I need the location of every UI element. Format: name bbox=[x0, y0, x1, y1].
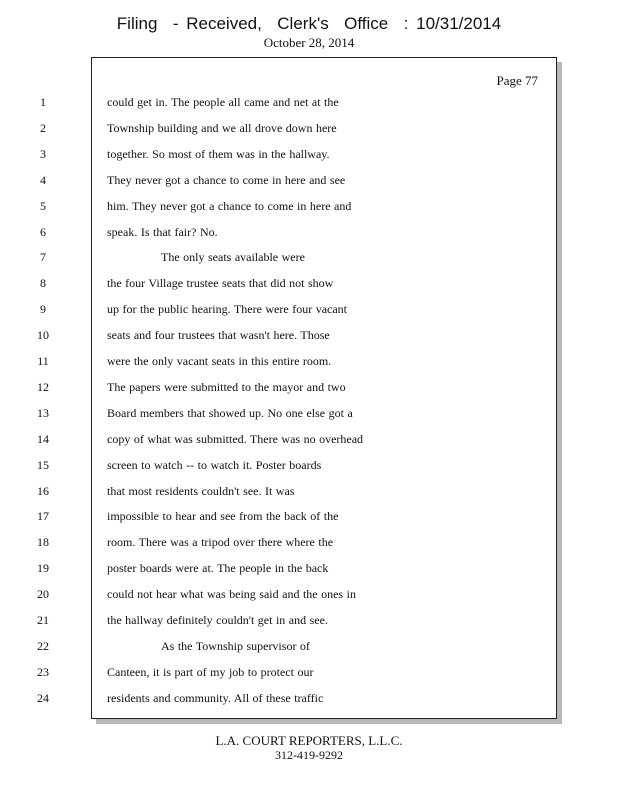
reporter-company: L.A. COURT REPORTERS, L.L.C. bbox=[215, 733, 403, 748]
transcript-line: poster boards were at. The people in the back bbox=[107, 561, 329, 575]
transcript-line: up for the public hearing. There were four vacant bbox=[107, 302, 348, 316]
line-number: 24 bbox=[37, 691, 49, 705]
transcript-line: seats and four trustees that wasn't here. Those bbox=[107, 328, 330, 342]
line-number: 17 bbox=[37, 509, 49, 523]
line-number: 23 bbox=[37, 665, 49, 679]
transcript-line: They never got a chance to come in here and see bbox=[107, 173, 346, 187]
line-number: 13 bbox=[37, 406, 49, 420]
transcript-line: could not hear what was being said and the ones in bbox=[107, 587, 356, 601]
reporter-phone: 312-419-9292 bbox=[275, 748, 343, 762]
transcript-line: the four Village trustee seats that did not show bbox=[107, 276, 334, 290]
transcript-line: As the Township supervisor of bbox=[161, 639, 310, 653]
line-number: 2 bbox=[40, 121, 46, 135]
transcript-line: that most residents couldn't see. It was bbox=[107, 484, 295, 498]
line-number: 5 bbox=[40, 199, 46, 213]
filing-stamp: Filing - Received, Clerk's Office : 10/31/2014 bbox=[116, 14, 502, 33]
line-number: 4 bbox=[40, 173, 46, 187]
transcript-line: the hallway definitely couldn't get in and see. bbox=[107, 613, 328, 627]
transcript-line: The papers were submitted to the mayor and two bbox=[107, 380, 346, 394]
line-number: 19 bbox=[37, 561, 49, 575]
line-number: 1 bbox=[40, 95, 46, 109]
transcript-line: together. So most of them was in the hallway. bbox=[107, 147, 330, 161]
transcript-line: could get in. The people all came and net at the bbox=[107, 95, 339, 109]
transcript-line: room. There was a tripod over there where the bbox=[107, 535, 334, 549]
line-number: 6 bbox=[40, 225, 46, 239]
transcript-line: Board members that showed up. No one else got a bbox=[107, 406, 353, 420]
line-number: 21 bbox=[37, 613, 49, 627]
line-number: 14 bbox=[37, 432, 49, 446]
transcript-line: him. They never got a chance to come in here and bbox=[107, 199, 352, 213]
hearing-date: October 28, 2014 bbox=[263, 35, 355, 50]
line-number: 15 bbox=[37, 458, 49, 472]
transcript-line: speak. Is that fair? No. bbox=[107, 225, 218, 239]
line-number: 3 bbox=[40, 147, 46, 161]
line-number: 11 bbox=[37, 354, 49, 368]
transcript-line: The only seats available were bbox=[161, 250, 305, 264]
line-number: 22 bbox=[37, 639, 49, 653]
line-number: 18 bbox=[37, 535, 49, 549]
page-number: Page 77 bbox=[496, 73, 538, 88]
transcript-line: residents and community. All of these traffic bbox=[107, 691, 324, 705]
footer bbox=[0, 733, 618, 763]
line-number: 9 bbox=[40, 302, 46, 316]
line-number: 10 bbox=[37, 328, 49, 342]
line-number: 20 bbox=[37, 587, 49, 601]
transcript-line: screen to watch -- to watch it. Poster boards bbox=[107, 458, 322, 472]
transcript-line: impossible to hear and see from the back of the bbox=[107, 509, 339, 523]
line-number: 16 bbox=[37, 484, 49, 498]
transcript-line: were the only vacant seats in this entire room. bbox=[107, 354, 332, 368]
line-number: 7 bbox=[40, 250, 46, 264]
line-number: 8 bbox=[40, 276, 46, 290]
line-number: 12 bbox=[37, 380, 49, 394]
transcript-line: Township building and we all drove down here bbox=[107, 121, 337, 135]
transcript-line: Canteen, it is part of my job to protect our bbox=[107, 665, 314, 679]
transcript-line: copy of what was submitted. There was no overhead bbox=[107, 432, 364, 446]
